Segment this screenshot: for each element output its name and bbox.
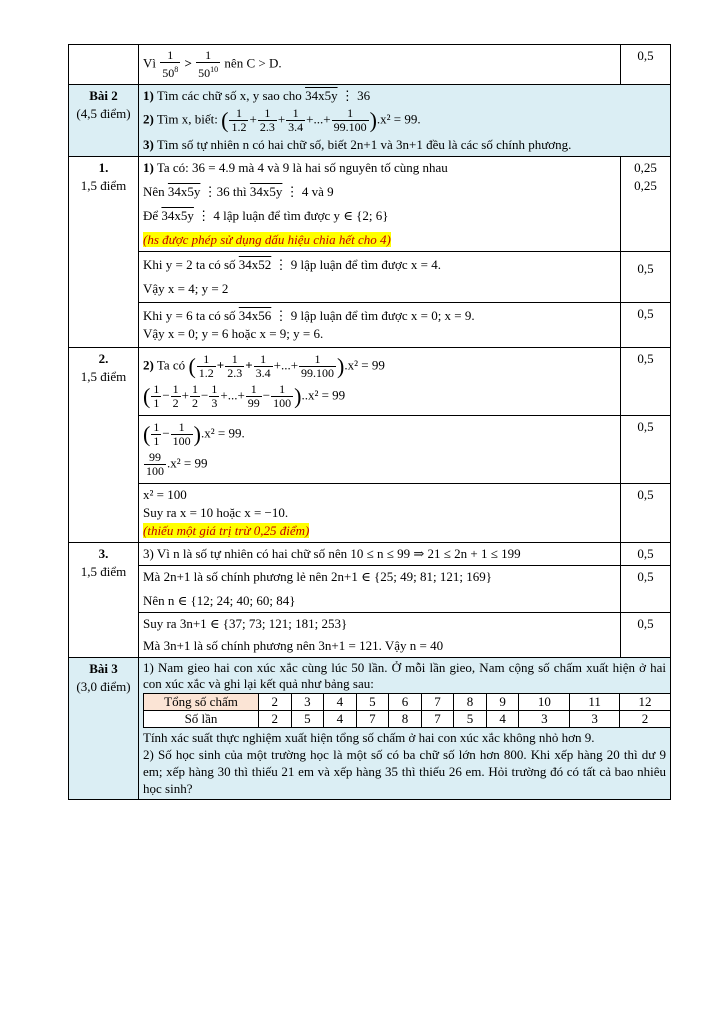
row-bai3 — [69, 658, 671, 800]
fraction-1 — [160, 49, 180, 80]
denominator: 2 — [172, 396, 179, 410]
q3-text: Tìm số tự nhiên n có hai chữ số, biết 2n+1 và 3n+1 đều là các số chính phương. — [156, 137, 572, 152]
p1-text5b: ⋮ 9 lập luận để tìm được x = 4. — [274, 257, 441, 272]
part3-line2: Mà 2n+1 là số chính phương lẻ nên 2n+1 ∈ {25; 49; 81; 121; 169} — [143, 569, 492, 584]
bai3-content — [139, 658, 671, 800]
count-cell: 4 — [324, 711, 357, 728]
part3-steps-c — [139, 613, 621, 658]
part1-score-a — [621, 157, 671, 252]
numerator: 1 — [153, 382, 160, 396]
numerator: 1 — [160, 49, 180, 63]
count-cell: 7 — [356, 711, 389, 728]
numerator: 1 — [153, 420, 160, 434]
part3-label — [69, 543, 139, 658]
denominator: 3.4 — [288, 120, 304, 134]
q2-frac-2 — [258, 107, 277, 134]
part1-steps-c — [139, 303, 621, 348]
denominator: 3 — [211, 396, 218, 410]
part1-label — [69, 157, 139, 348]
numerator: 1 — [225, 353, 244, 367]
paren-open: ( — [188, 353, 196, 379]
count-cell: 2 — [259, 711, 292, 728]
row-part1-a — [69, 157, 671, 252]
bai3-q1b: Tính xác suất thực nghiệm xuất hiện tổng số chấm ở hai con xúc xắc không nhỏ hơn 9. — [143, 730, 595, 745]
denominator: 1 — [153, 434, 160, 448]
numerator: 1 — [254, 353, 273, 367]
p2-line4 — [143, 451, 616, 478]
row-comparison — [69, 45, 671, 85]
text-suffix: nên C > D. — [224, 55, 282, 71]
p2-line5: x² = 100 — [143, 487, 187, 502]
row-bai2-header — [69, 85, 671, 157]
base: 50 — [198, 66, 211, 80]
sum-cell: 3 — [291, 694, 324, 711]
denominator — [160, 63, 180, 80]
p1-text7b: ⋮ 9 lập luận để tìm được x = 0; x = 9. — [274, 308, 475, 323]
part2-steps-a — [139, 348, 621, 416]
p2b-tail: ..x² = 99 — [301, 387, 346, 403]
bai2-q3 — [143, 136, 666, 154]
p2b-frac-1 — [151, 383, 161, 410]
p1-text1: Ta có: 36 = 4.9 mà 4 và 9 là hai số nguyên tố cùng nhau — [156, 160, 448, 175]
numerator: 99 — [144, 451, 166, 465]
fraction-2 — [196, 49, 220, 80]
p2c-tail: .x² = 99. — [201, 425, 245, 441]
p1-expr7: 34x56 — [238, 308, 272, 323]
p2c-frac-2 — [171, 421, 193, 448]
exponent: 8 — [174, 65, 179, 74]
paren-close: ) — [193, 421, 201, 447]
paren-close: ) — [294, 383, 302, 409]
p2-note: (thiếu một giá trị trừ 0,25 điểm) — [143, 523, 310, 538]
part2-steps-b — [139, 416, 621, 484]
part1-score-c: 0,5 — [621, 303, 671, 348]
p2b-frac-3 — [190, 383, 200, 410]
sum-cell: 12 — [619, 694, 670, 711]
dots: +...+ — [220, 387, 245, 403]
part2-score-b: 0,5 — [621, 416, 671, 484]
p2d-tail: .x² = 99 — [167, 455, 208, 471]
q1-expr: 34x5y — [305, 88, 338, 103]
part2-score-a: 0,5 — [621, 348, 671, 416]
answer-table — [68, 44, 671, 800]
p2-frac-2 — [225, 353, 244, 380]
denominator: 100 — [273, 396, 292, 410]
text-prefix: Vì — [143, 55, 156, 71]
p1-text5a: Khi y = 2 ta có số — [143, 257, 236, 272]
p1-line1 — [143, 159, 616, 177]
q1-number: 1) — [143, 88, 154, 103]
p1-line4 — [143, 231, 616, 249]
part1-steps-b — [139, 252, 621, 303]
exponent: 10 — [210, 65, 219, 74]
paren-open: ( — [143, 421, 151, 447]
sum-cell: 4 — [324, 694, 357, 711]
numerator: 1 — [229, 107, 248, 121]
part3-line5: Mà 3n+1 là số chính phương nên 3n+1 = 121. Vậy n = 40 — [143, 638, 444, 653]
dots: +...+ — [273, 357, 299, 373]
numerator: 1 — [197, 353, 216, 367]
numerator: 1 — [172, 382, 179, 396]
part2-steps-c — [139, 484, 621, 543]
p1-note: (hs được phép sử dụng dấu hiệu chia hết cho 4) — [143, 232, 391, 247]
sum-cell: 11 — [570, 694, 620, 711]
p1-text2c: ⋮ 4 và 9 — [285, 184, 334, 199]
p2d-frac — [144, 451, 166, 478]
numerator: 1 — [299, 353, 336, 367]
row-part3-b — [69, 566, 671, 613]
part3-line4: Suy ra 3n+1 ∈ {37; 73; 121; 181; 253} — [143, 616, 348, 631]
q2-number: 2) — [143, 111, 154, 127]
empty-cell — [69, 45, 139, 85]
p1-text7a: Khi y = 6 ta có số — [143, 308, 236, 323]
dice-header-count: Số lần — [144, 711, 259, 728]
denominator: 2.3 — [259, 120, 275, 134]
denominator: 99 — [247, 396, 260, 410]
dice-header-sum: Tổng số chấm — [144, 694, 259, 711]
p2c-frac-1 — [151, 421, 161, 448]
p1-expr3: 34x5y — [161, 208, 194, 223]
row-part3-c — [69, 613, 671, 658]
denominator: 100 — [146, 464, 164, 478]
count-cell: 2 — [619, 711, 670, 728]
p1-text2b: ⋮36 thì — [203, 184, 247, 199]
gt-sign: > — [184, 55, 192, 71]
numerator: 1 — [246, 383, 262, 397]
p1-num: 1) — [143, 160, 154, 175]
bai3-label — [69, 658, 139, 800]
p2-line2: ( $\frac{1}{1}$ − $\frac{1}{2}$ + $\frac{1}{2}$ − $\frac{1}{3}$ +...+ $\frac{1}{99}$ − $\frac{1}{100}$ )..x² = 99 — [143, 382, 346, 410]
part2-label — [69, 348, 139, 543]
p2b-frac-2 — [171, 383, 181, 410]
comparison-text — [139, 45, 621, 85]
q2-text: Tìm x, biết: — [156, 111, 218, 127]
p2-line1: 2) Ta có ( $\frac{1}{1.2}$ + $\frac{1}{2.3}$ + $\frac{1}{3.4}$ +...+ $\frac{1}{99.100}$ ).x² = 99 — [143, 352, 385, 380]
dice-row-counts — [144, 711, 671, 728]
count-cell: 7 — [421, 711, 454, 728]
part3-points: 1,5 điểm — [80, 564, 127, 579]
answer-sheet — [68, 44, 671, 800]
part3-score-c: 0,5 — [621, 613, 671, 658]
bai2-points: (4,5 điểm) — [76, 106, 131, 121]
p2-num: 2) — [143, 357, 154, 373]
paren-close: ) — [337, 353, 345, 379]
p1-line6: Vậy x = 4; y = 2 — [143, 281, 229, 296]
part3-line3: Nên n ∈ {12; 24; 40; 60; 84} — [143, 593, 296, 608]
bai2-q2: 2) Tìm x, biết: ( $\frac{1}{1.2}$ + $\frac{1}{2.3}$ + $\frac{1}{3.4}$ +...+ $\frac{1}{99.100}$ ).x² = 99. — [143, 106, 421, 134]
sum-cell: 10 — [519, 694, 570, 711]
score-1: 0,25 — [634, 160, 657, 175]
dots: +...+ — [306, 111, 331, 127]
bai2-questions — [139, 85, 671, 157]
denominator: 100 — [172, 434, 191, 448]
denominator: 1 — [153, 396, 160, 410]
p2-line7 — [143, 522, 616, 540]
row-part1-c — [69, 303, 671, 348]
q1-div: ⋮ 36 — [340, 88, 371, 103]
denominator: 99.100 — [333, 120, 367, 134]
p1-text3b: ⋮ 4 lập luận để tìm được y ∈ {2; 6} — [197, 208, 389, 223]
denominator: 1.2 — [198, 366, 214, 380]
part2-points: 1,5 điểm — [80, 369, 127, 384]
denominator — [196, 63, 220, 80]
score-cell: 0,5 — [621, 45, 671, 85]
p1-expr5: 34x52 — [238, 257, 272, 272]
part3-score-b: 0,5 — [621, 566, 671, 613]
bai2-label — [69, 85, 139, 157]
part2-number: 2. — [98, 351, 109, 366]
paren-open: ( — [143, 383, 151, 409]
denominator: 99.100 — [301, 366, 335, 380]
numerator: 1 — [192, 382, 199, 396]
bai3-q1: 1) Nam gieo hai con xúc xắc cùng lúc 50 lần. Ở mỗi lần gieo, Nam cộng số chấm xuất hiện ở hai con xúc xắc và ghi lại kết quả như bảng sau: — [143, 660, 666, 691]
numerator: 1 — [258, 107, 277, 121]
part3-steps-b — [139, 566, 621, 613]
sum-cell: 7 — [421, 694, 454, 711]
part1-number: 1. — [98, 160, 109, 175]
denominator: 2.3 — [227, 366, 243, 380]
p1-text2a: Nên — [143, 184, 165, 199]
numerator: 1 — [211, 382, 218, 396]
count-cell: 5 — [454, 711, 487, 728]
row-part2-a — [69, 348, 671, 416]
p2-line6: Suy ra x = 10 hoặc x = −10. — [143, 505, 289, 520]
paren-open: ( — [221, 107, 229, 133]
q2-frac-1 — [229, 107, 248, 134]
bai3-q2: 2) Số học sinh của một trường học là một số có ba chữ số lớn hơn 800. Khi xếp hàng 20 thì dư 9 em; xếp hàng 30 thì thiếu 21 em và xếp hàng 35 thì thiếu 26 em. Hỏi trường đó có tất cả bao nhiêu học sinh? — [143, 747, 666, 796]
denominator: 2 — [192, 396, 199, 410]
p2-line3: ( $\frac{1}{1}$ − $\frac{1}{100}$ ).x² = 99. — [143, 420, 245, 448]
denominator: 3.4 — [255, 366, 271, 380]
part2-score-c: 0,5 — [621, 484, 671, 543]
row-part3-a — [69, 543, 671, 566]
row-part2-c — [69, 484, 671, 543]
sum-cell: 8 — [454, 694, 487, 711]
score-2: 0,25 — [634, 178, 657, 193]
q2-frac-3 — [286, 107, 305, 134]
p2b-frac-5 — [246, 383, 262, 410]
sum-cell: 5 — [356, 694, 389, 711]
numerator: 1 — [196, 49, 220, 63]
count-cell: 3 — [570, 711, 620, 728]
p1-line3 — [143, 207, 616, 225]
count-cell: 8 — [389, 711, 422, 728]
numerator: 1 — [332, 107, 369, 121]
count-cell: 4 — [486, 711, 519, 728]
p2-frac-3 — [254, 353, 273, 380]
p1-text3a: Để — [143, 208, 159, 223]
bai2-title: Bài 2 — [89, 88, 118, 103]
sum-cell: 2 — [259, 694, 292, 711]
bai3-title: Bài 3 — [89, 661, 118, 676]
bai2-q1 — [143, 87, 666, 105]
sum-cell: 6 — [389, 694, 422, 711]
p2b-frac-4 — [209, 383, 219, 410]
part3-number: 3. — [98, 546, 109, 561]
q1-text: Tìm các chữ số x, y sao cho — [156, 88, 302, 103]
numerator: 1 — [286, 107, 305, 121]
p2b-frac-6 — [271, 383, 293, 410]
count-cell: 5 — [291, 711, 324, 728]
numerator: 1 — [171, 421, 193, 435]
row-part1-b — [69, 252, 671, 303]
q2-frac-last — [332, 107, 369, 134]
part3-score-a: 0,5 — [621, 543, 671, 566]
p1-expr2: 34x5y — [167, 184, 201, 199]
bai3-points: (3,0 điểm) — [76, 679, 131, 694]
paren-close: ) — [369, 107, 377, 133]
part1-score-b: 0,5 — [621, 252, 671, 303]
p2-frac-last — [299, 353, 336, 380]
part1-steps-a — [139, 157, 621, 252]
p2-text: Ta có — [156, 357, 186, 373]
denominator: 1.2 — [231, 120, 247, 134]
p1-line5 — [143, 256, 616, 274]
p1-line7 — [143, 307, 616, 325]
p1-line2 — [143, 183, 616, 201]
p2-frac-1 — [197, 353, 216, 380]
part3-line1: 3) Vì n là số tự nhiên có hai chữ số nên 10 ≤ n ≤ 99 ⇒ 21 ≤ 2n + 1 ≤ 199 — [139, 543, 621, 566]
p1-line8: Vậy x = 0; y = 6 hoặc x = 9; y = 6. — [143, 326, 324, 341]
dice-table — [143, 693, 671, 728]
base: 50 — [162, 66, 175, 80]
q2-tail: .x² = 99. — [376, 111, 421, 127]
sum-cell: 9 — [486, 694, 519, 711]
count-cell: 3 — [519, 711, 570, 728]
row-part2-b — [69, 416, 671, 484]
numerator: 1 — [271, 383, 293, 397]
q3-number: 3) — [143, 137, 154, 152]
part1-points: 1,5 điểm — [80, 178, 127, 193]
dice-row-sums — [144, 694, 671, 711]
p2-tail: .x² = 99 — [344, 357, 385, 373]
p1-expr2b: 34x5y — [249, 184, 283, 199]
